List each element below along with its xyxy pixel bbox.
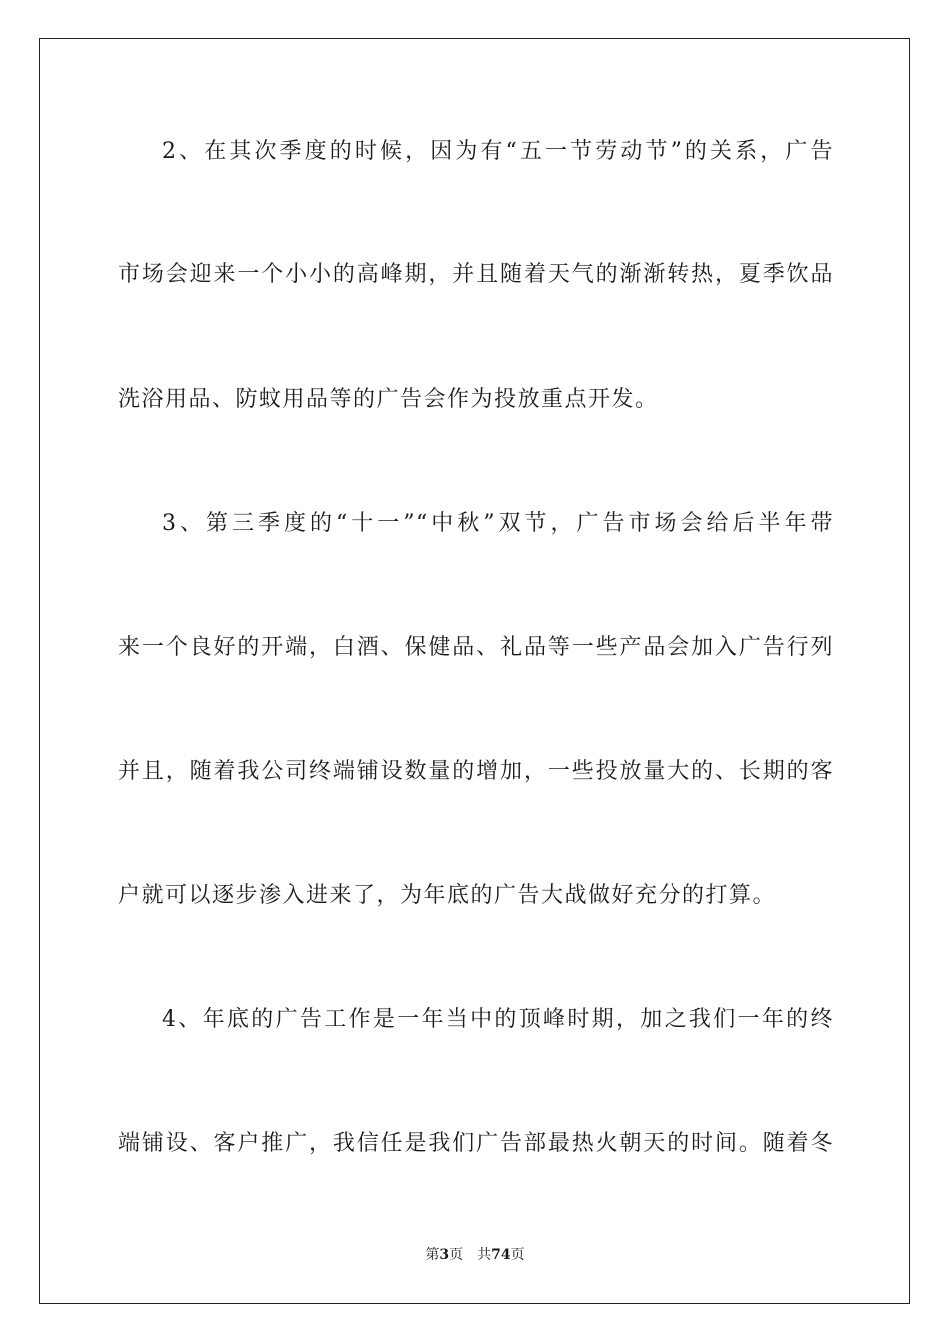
page-border — [39, 38, 910, 1304]
page-footer — [0, 1245, 950, 1265]
paragraph-3-line-4: 户就可以逐步渗入进来了，为年底的广告大战做好充分的打算。 — [118, 883, 777, 908]
paragraph-2-line-3: 洗浴用品、防蚊用品等的广告会作为投放重点开发。 — [118, 387, 659, 412]
paragraph-3-line-2: 来一个良好的开端，白酒、保健品、礼品等一些产品会加入广告行列 — [118, 635, 834, 660]
paragraph-2-line-1: 2、在其次季度的时候，因为有“五一节劳动节”的关系，广告 — [162, 139, 834, 164]
page-suffix: 页 — [449, 1247, 464, 1263]
paragraph-2-line-2: 市场会迎来一个小小的高峰期，并且随着天气的渐渐转热，夏季饮品 — [118, 262, 834, 287]
paragraph-3-line-3: 并且，随着我公司终端铺设数量的增加，一些投放量大的、长期的客 — [118, 759, 834, 784]
paragraph-4-line-1: 4、年底的广告工作是一年当中的顶峰时期，加之我们一年的终 — [162, 1007, 834, 1032]
total-prefix: 共 — [477, 1247, 492, 1263]
total-suffix: 页 — [510, 1247, 525, 1263]
page-number: 3 — [439, 1247, 450, 1263]
paragraph-3-line-1: 3、第三季度的“十一”“中秋”双节，广告市场会给后半年带 — [162, 511, 834, 536]
page-prefix: 第 — [425, 1247, 440, 1263]
paragraph-4-line-2: 端铺设、客户推广，我信任是我们广告部最热火朝天的时间。随着冬 — [118, 1131, 834, 1156]
total-pages: 74 — [491, 1247, 511, 1263]
